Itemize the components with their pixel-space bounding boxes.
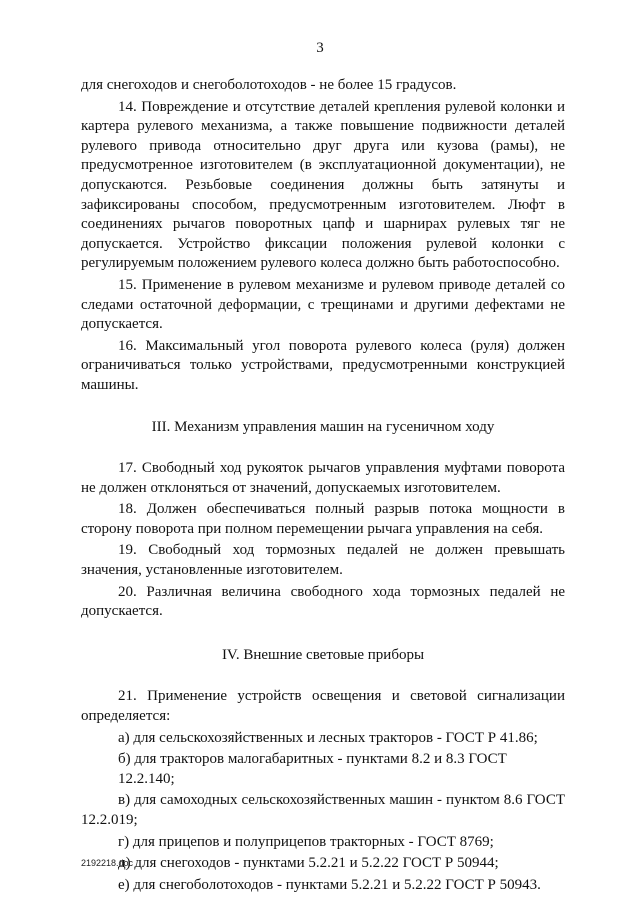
paragraph-19: 19. Свободный ход тормозных педалей не должен превышать значения, установленные изготовителем. xyxy=(81,542,565,579)
list-item-e: д) для снегоходов - пунктами 5.2.21 и 5.2.22 ГОСТ Р 50944; xyxy=(118,855,499,872)
paragraph-16: 16. Максимальный угол поворота рулевого колеса (руля) должен ограничиваться только устройствами, предусмотренными конструкцией машины. xyxy=(81,337,565,393)
paragraph-14: 14. Повреждение и отсутствие деталей крепления рулевой колонки и картера рулевого механизма, а также повышение подвижности деталей рулевого привода относительно друг друга или кузова (рамы), не предусмотренное изготовителем (в эксплуатационной документации), не допускаются. Резьбовые соединения должны быть затянуты и зафиксированы способом, предусмотренным изготовителем. Люфт в соединениях рычагов поворотных цапф и шарнирах рулевых тяг не допускается. Устройство фиксации положения рулевой колонки с регулируемым положением рулевого колеса должно быть работоспособно. xyxy=(81,98,565,272)
section-heading-4: IV. Внешние световые приборы xyxy=(221,646,425,663)
page-number: 3 xyxy=(316,40,324,56)
file-name-footer: 2192218.doc xyxy=(81,858,134,868)
paragraph-15: 15. Применение в рулевом механизме и рулевом приводе деталей со следами остаточной деформации, с трещинами и другими дефектами не допускается. xyxy=(81,276,565,333)
list-item-f: е) для снегоболотоходов - пунктами 5.2.21 и 5.2.22 ГОСТ Р 50943. xyxy=(118,876,541,893)
paragraph-21: 21. Применение устройств освещения и световой сигнализации определяется: xyxy=(81,688,565,725)
list-item-d: г) для прицепов и полуприцепов тракторных - ГОСТ 8769; xyxy=(118,833,494,850)
list-item-a: а) для сельскохозяйственных и лесных тракторов - ГОСТ Р 41.86; xyxy=(118,729,538,746)
list-item-b: б) для тракторов малогабаритных - пунктами 8.2 и 8.3 ГОСТ 12.2.140; xyxy=(118,751,507,787)
paragraph-intro: для снегоходов и снегоболотоходов - не более 15 градусов. xyxy=(81,77,457,93)
list-item-c: в) для самоходных сельскохозяйственных машин - пунктом 8.6 ГОСТ 12.2.019; xyxy=(81,792,565,828)
paragraph-17: 17. Свободный ход рукояток рычагов управления муфтами поворота не должен отклоняться от значений, допускаемых изготовителем. xyxy=(81,460,565,496)
document-body xyxy=(81,76,565,897)
section-heading-3: III. Механизм управления машин на гусеничном ходу xyxy=(151,418,495,435)
paragraph-20: 20. Различная величина свободного хода тормозных педалей не допускается. xyxy=(81,583,565,620)
paragraph-18: 18. Должен обеспечиваться полный разрыв потока мощности в сторону поворота при полном перемещении рычага управления на себя. xyxy=(81,501,565,537)
